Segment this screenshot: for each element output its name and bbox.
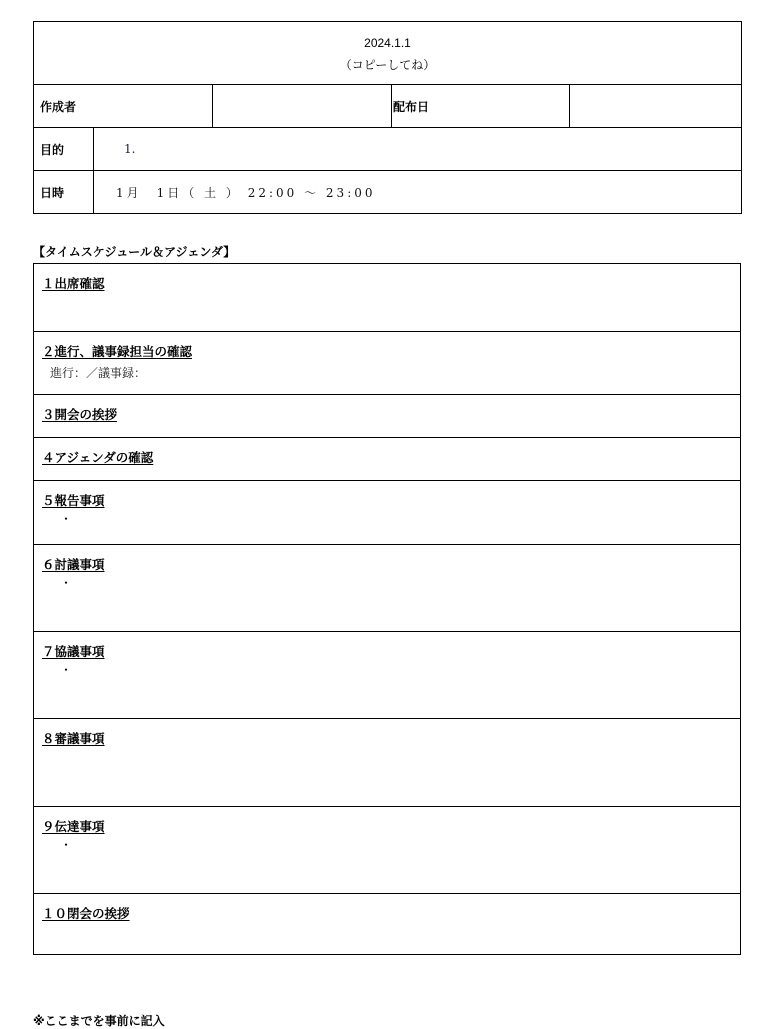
agenda-item-note: 進行：／議事録： <box>50 366 147 380</box>
author-label: 作成者 <box>34 85 213 128</box>
document-date: 2024.1.1 <box>364 35 411 50</box>
agenda-item-title: ３開会の挨拶 <box>42 407 118 422</box>
agenda-item-bullet: ・ <box>60 663 73 677</box>
purpose-field[interactable]: 1. <box>94 128 742 171</box>
agenda-item-title: １０閉会の挨拶 <box>42 906 130 921</box>
agenda-item-announcements[interactable] <box>34 807 740 894</box>
agenda-item-bullet: ・ <box>60 838 73 852</box>
title-cell <box>34 22 742 85</box>
agenda-item-title: ４アジェンダの確認 <box>42 450 154 465</box>
agenda-item-title: ６討議事項 <box>42 557 105 572</box>
agenda-item-attendance[interactable] <box>34 264 740 332</box>
agenda-item-consultation[interactable] <box>34 632 740 719</box>
agenda-item-title: ５報告事項 <box>42 493 105 508</box>
agenda-list <box>33 263 741 955</box>
agenda-item-title: ８審議事項 <box>42 731 105 746</box>
header-table <box>33 21 742 214</box>
agenda-item-title: ９伝達事項 <box>42 819 105 834</box>
agenda-item-bullet: ・ <box>60 512 73 526</box>
agenda-item-discussion[interactable] <box>34 545 740 632</box>
agenda-item-reports[interactable] <box>34 481 740 545</box>
agenda-item-title: １出席確認 <box>42 276 105 291</box>
agenda-item-closing[interactable] <box>34 894 740 954</box>
agenda-item-agenda-check[interactable] <box>34 438 740 481</box>
datetime-field[interactable]: 1月 1日（ 土 ） 22:00 ～ 23:00 <box>94 171 742 214</box>
agenda-item-opening[interactable] <box>34 395 740 438</box>
agenda-item-title: ７協議事項 <box>42 644 105 659</box>
author-field[interactable] <box>213 85 392 128</box>
distribution-date-label: 配布日 <box>392 85 570 128</box>
agenda-item-title: ２進行、議事録担当の確認 <box>42 344 193 359</box>
footer-note: ※ここまでを事前に記入 <box>33 1014 165 1028</box>
document-subtitle: （コピーしてね） <box>339 57 436 72</box>
schedule-title: 【タイムスケジュール＆アジェンダ】 <box>33 245 236 259</box>
purpose-label: 目的 <box>34 128 94 171</box>
agenda-item-bullet: ・ <box>60 576 73 590</box>
datetime-label: 日時 <box>34 171 94 214</box>
meeting-agenda-page <box>33 21 741 1028</box>
distribution-date-field[interactable] <box>570 85 742 128</box>
agenda-item-deliberation[interactable] <box>34 719 740 807</box>
agenda-item-roles[interactable] <box>34 332 740 395</box>
